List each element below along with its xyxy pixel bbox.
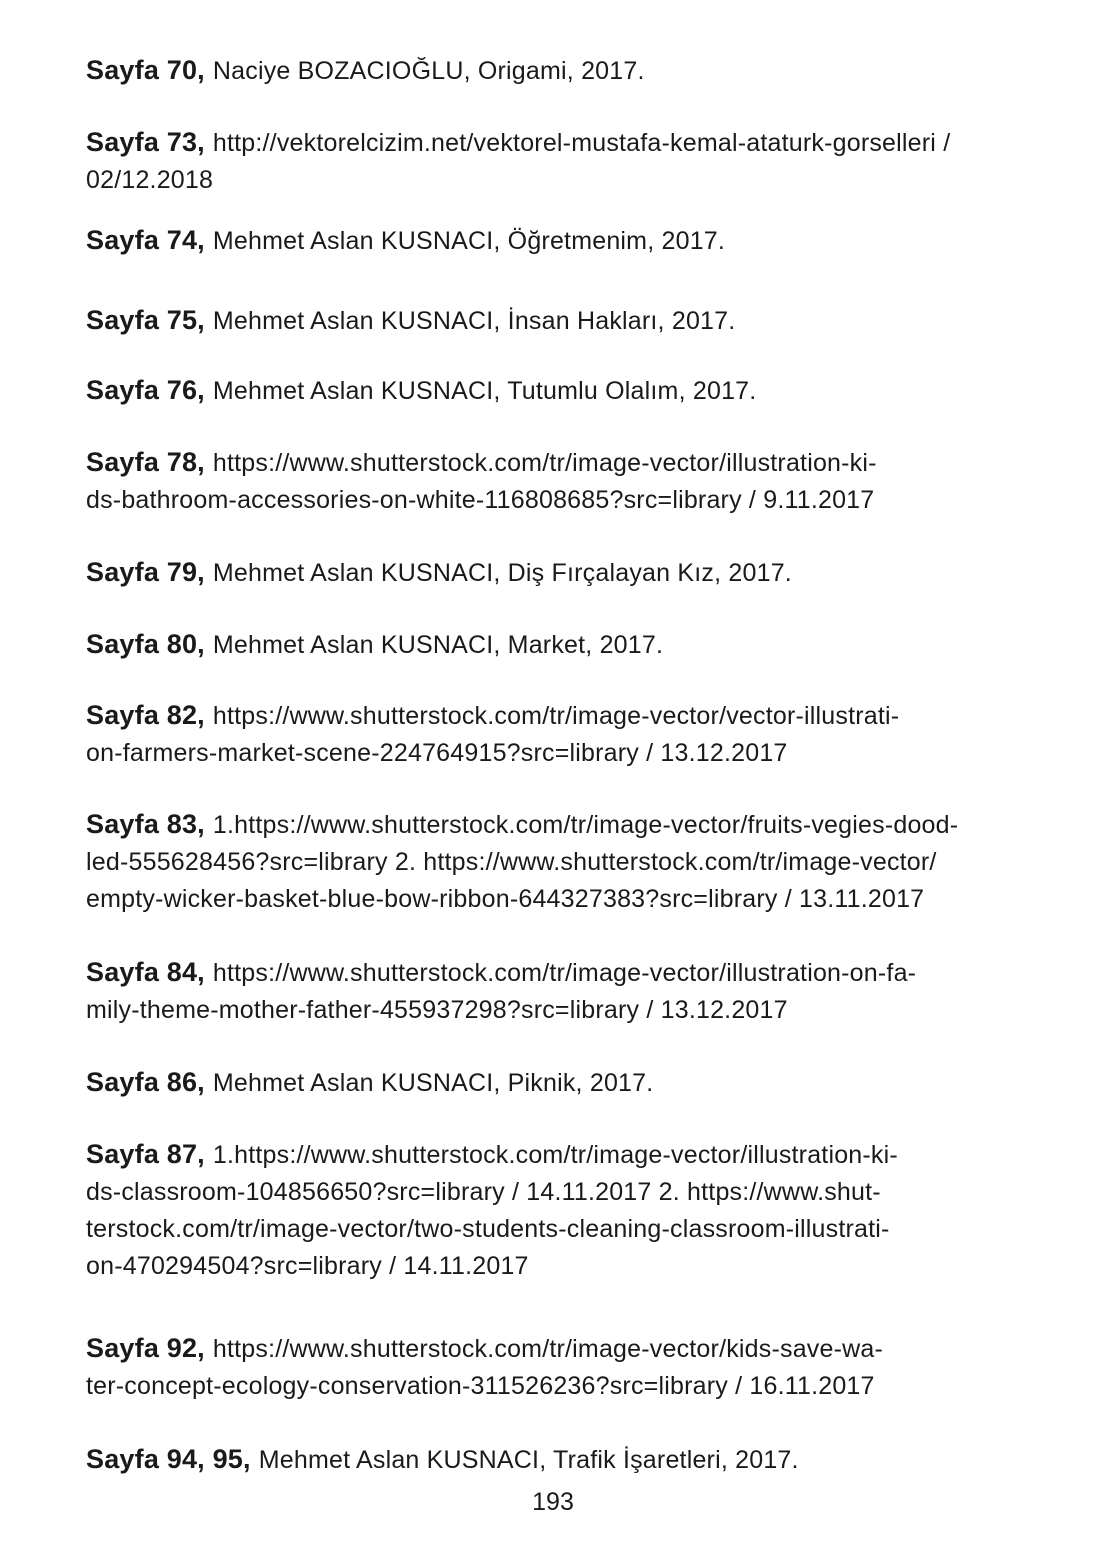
reference-text: on-470294504?src=library / 14.11.2017 <box>86 1252 529 1280</box>
reference-line <box>86 554 792 592</box>
reference-line <box>86 124 950 162</box>
page-label: Sayfa 78, <box>86 447 205 477</box>
reference-text: http://vektorelcizim.net/vektorel-mustafa-kemal-ataturk-gorselleri / <box>212 129 951 157</box>
reference-text: 1.https://www.shutterstock.com/tr/image-vector/fruits-vegies-dood- <box>212 811 959 839</box>
reference-text: ter-concept-ecology-conservation-311526236?src=library / 16.11.2017 <box>86 1372 875 1400</box>
reference-text: https://www.shutterstock.com/tr/image-vector/kids-save-wa- <box>212 1335 884 1363</box>
reference-text: https://www.shutterstock.com/tr/image-vector/illustration-ki- <box>212 449 877 477</box>
reference-text: Naciye BOZACIOĞLU, Origami, 2017. <box>212 57 645 85</box>
page-label: Sayfa 87, <box>86 1139 205 1169</box>
page-label: Sayfa 70, <box>86 55 205 85</box>
reference-entry <box>86 554 792 592</box>
page-number: 193 <box>532 1488 574 1516</box>
page-label: Sayfa 76, <box>86 375 205 405</box>
reference-entry <box>86 1136 898 1285</box>
reference-entry <box>86 372 756 410</box>
reference-line <box>86 626 663 664</box>
reference-text: 02/12.2018 <box>86 166 214 194</box>
reference-entry <box>86 626 663 664</box>
reference-text: on-farmers-market-scene-224764915?src=library / 13.12.2017 <box>86 739 788 767</box>
reference-line <box>86 1136 898 1174</box>
page-label: Sayfa 75, <box>86 305 205 335</box>
reference-entry <box>86 1064 653 1102</box>
reference-entry <box>86 806 958 918</box>
reference-text: https://www.shutterstock.com/tr/image-vector/vector-illustrati- <box>212 702 900 730</box>
reference-entry <box>86 124 950 199</box>
reference-text: Mehmet Aslan KUSNACI, Tutumlu Olalım, 2017. <box>212 377 757 405</box>
reference-line <box>86 1330 883 1368</box>
reference-text: Mehmet Aslan KUSNACI, Market, 2017. <box>212 631 664 659</box>
reference-line <box>86 844 958 881</box>
reference-text: 1.https://www.shutterstock.com/tr/image-vector/illustration-ki- <box>212 1141 898 1169</box>
page-label: Sayfa 80, <box>86 629 205 659</box>
reference-text: Mehmet Aslan KUSNACI, Öğretmenim, 2017. <box>212 227 726 255</box>
reference-text: ds-bathroom-accessories-on-white-116808685?src=library / 9.11.2017 <box>86 486 875 514</box>
reference-entry <box>86 954 916 1029</box>
reference-line <box>86 806 958 844</box>
page-label: Sayfa 74, <box>86 225 205 255</box>
page-label: Sayfa 92, <box>86 1333 205 1363</box>
reference-line <box>86 1174 898 1211</box>
reference-line <box>86 881 958 918</box>
reference-text: Mehmet Aslan KUSNACI, İnsan Hakları, 2017. <box>212 307 736 335</box>
reference-line <box>86 444 877 482</box>
page-label: Sayfa 86, <box>86 1067 205 1097</box>
reference-line <box>86 954 916 992</box>
reference-line <box>86 1248 898 1285</box>
reference-entry <box>86 1441 799 1479</box>
reference-line <box>86 1064 653 1102</box>
page-label: Sayfa 73, <box>86 127 205 157</box>
reference-line <box>86 302 735 340</box>
reference-text: empty-wicker-basket-blue-bow-ribbon-644327383?src=library / 13.11.2017 <box>86 885 925 913</box>
reference-line <box>86 1441 799 1479</box>
page-label: Sayfa 83, <box>86 809 205 839</box>
reference-entry <box>86 1330 883 1405</box>
reference-line <box>86 697 899 735</box>
reference-text: led-555628456?src=library 2. https://www.shutterstock.com/tr/image-vector/ <box>86 848 937 876</box>
reference-line <box>86 222 725 260</box>
reference-text: ds-classroom-104856650?src=library / 14.11.2017 2. https://www.shut- <box>86 1178 881 1206</box>
reference-entry <box>86 444 877 519</box>
reference-entry <box>86 52 645 90</box>
reference-line <box>86 372 756 410</box>
reference-text: mily-theme-mother-father-455937298?src=library / 13.12.2017 <box>86 996 788 1024</box>
reference-line <box>86 482 877 519</box>
reference-line <box>86 1211 898 1248</box>
reference-line <box>86 992 916 1029</box>
reference-text: Mehmet Aslan KUSNACI, Trafik İşaretleri, 2017. <box>258 1446 799 1474</box>
page-label: Sayfa 94, 95, <box>86 1444 251 1474</box>
reference-text: https://www.shutterstock.com/tr/image-vector/illustration-on-fa- <box>212 959 917 987</box>
reference-line <box>86 52 645 90</box>
reference-text: terstock.com/tr/image-vector/two-students-cleaning-classroom-illustrati- <box>86 1215 890 1243</box>
reference-entry <box>86 697 899 772</box>
page-label: Sayfa 84, <box>86 957 205 987</box>
reference-text: Mehmet Aslan KUSNACI, Diş Fırçalayan Kız, 2017. <box>212 559 792 587</box>
reference-line <box>86 735 899 772</box>
reference-line <box>86 162 950 199</box>
reference-line <box>86 1368 883 1405</box>
page-label: Sayfa 82, <box>86 700 205 730</box>
page-label: Sayfa 79, <box>86 557 205 587</box>
reference-text: Mehmet Aslan KUSNACI, Piknik, 2017. <box>212 1069 654 1097</box>
reference-entry <box>86 302 735 340</box>
reference-entry <box>86 222 725 260</box>
